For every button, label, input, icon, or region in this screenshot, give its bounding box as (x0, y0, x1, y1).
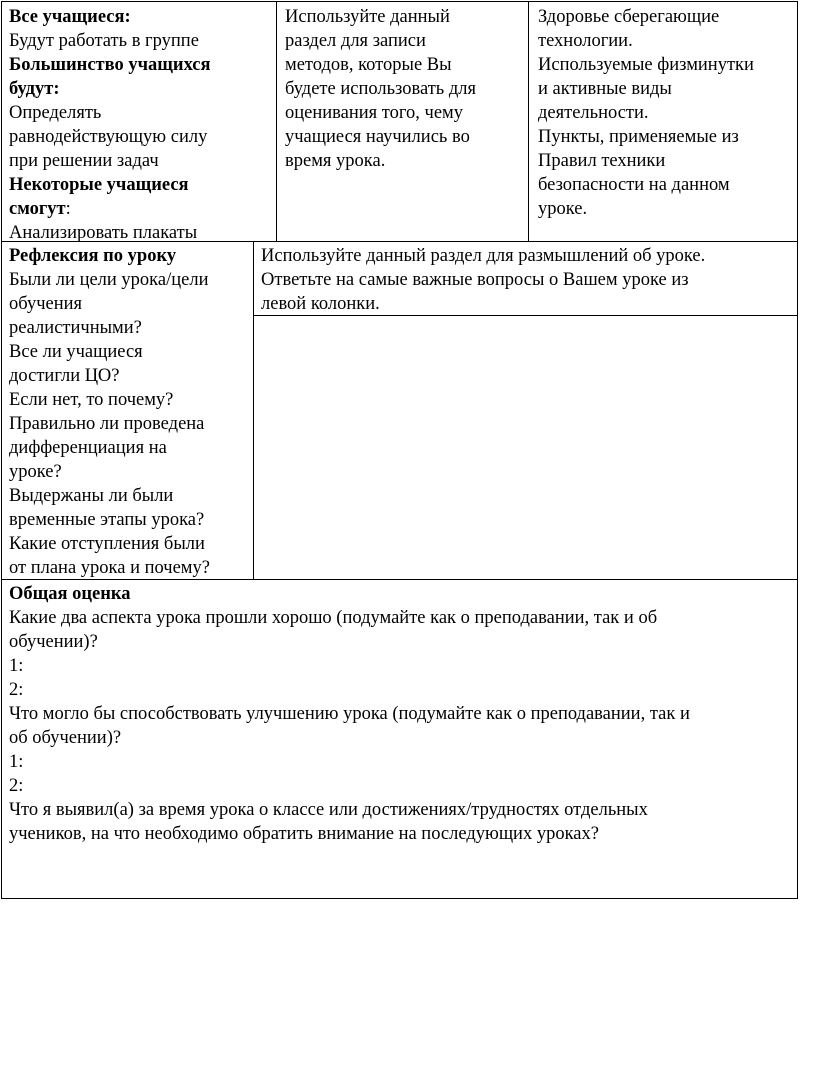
reflection-question: временные этапы урока? (9, 510, 205, 530)
most-students-text-cont: равнодействующую силу (9, 127, 208, 147)
health-line: деятельности. (538, 103, 649, 123)
instruction-line: левой колонки. (261, 294, 380, 314)
all-students-heading: Все учащиеся: (9, 7, 131, 27)
overall-line: 1: (9, 752, 24, 772)
overall-line: учеников, на что необходимо обратить внимание на последующих уроках? (9, 824, 599, 844)
reflection-title: Рефлексия по уроку (9, 246, 177, 266)
reflection-question: дифференциация на (9, 438, 167, 458)
assessment-line: методов, которые Вы (285, 55, 452, 75)
some-students-text: Анализировать плакаты (9, 223, 198, 243)
most-students-text: Определять (9, 103, 102, 123)
reflection-question: достигли ЦО? (9, 366, 120, 386)
assessment-line: раздел для записи (285, 31, 426, 51)
assessment-line: учащиеся научились во (285, 127, 470, 147)
overall-line: Какие два аспекта урока прошли хорошо (подумайте как о преподавании, так и об (9, 608, 658, 628)
most-students-heading-cont: будут: (9, 79, 60, 99)
reflection-instruction-text (261, 244, 795, 316)
instruction-line: Ответьте на самые важные вопросы о Вашем уроке из (261, 270, 689, 290)
instruction-line: Используйте данный раздел для размышлений об уроке. (261, 246, 706, 266)
health-line: Пункты, применяемые из (538, 127, 739, 147)
reflection-question: Выдержаны ли были (9, 486, 174, 506)
assessment-line: Используйте данный (285, 7, 450, 27)
most-students-text-cont2: при решении задач (9, 151, 159, 171)
assessment-methods-text (285, 5, 525, 173)
health-line: Правил техники (538, 151, 666, 171)
reflection-question: Правильно ли проведена (9, 414, 205, 434)
reflection-question: Все ли учащиеся (9, 342, 143, 362)
some-students-heading-bold: смогут (9, 199, 66, 219)
overall-assessment-text (9, 582, 795, 846)
reflection-question: обучения (9, 294, 83, 314)
health-line: и активные виды (538, 79, 672, 99)
overall-title: Общая оценка (9, 584, 131, 604)
overall-line: 1: (9, 656, 24, 676)
some-students-heading-colon: : (65, 199, 71, 219)
overall-line: Что я выявил(а) за время урока о классе или достижениях/трудностях отдельных (9, 800, 648, 820)
health-line: Здоровье сберегающие (538, 7, 720, 27)
health-line: уроке. (538, 199, 588, 219)
health-line: Используемые физминутки (538, 55, 754, 75)
learning-objectives-text (9, 5, 273, 245)
health-line: технологии. (538, 31, 633, 51)
health-line: безопасности на данном (538, 175, 730, 195)
most-students-heading: Большинство учащихся (9, 55, 211, 75)
all-students-text: Будут работать в группе (9, 31, 199, 51)
reflection-question: Были ли цели урока/цели (9, 270, 209, 290)
overall-line: Что могло бы способствовать улучшению урока (подумайте как о преподавании, так и (9, 704, 690, 724)
reflection-questions-text (9, 244, 251, 580)
reflection-question: Если нет, то почему? (9, 390, 174, 410)
health-safety-text (538, 5, 794, 221)
overall-line: обучении)? (9, 632, 98, 652)
reflection-question: от плана урока и почему? (9, 558, 210, 578)
assessment-line: оценивания того, чему (285, 103, 463, 123)
some-students-heading: Некоторые учащиеся (9, 175, 189, 195)
assessment-line: будете использовать для (285, 79, 476, 99)
reflection-question: реалистичными? (9, 318, 142, 338)
overall-line: 2: (9, 776, 24, 796)
overall-line: 2: (9, 680, 24, 700)
assessment-line: время урока. (285, 151, 386, 171)
overall-line: об обучении)? (9, 728, 122, 748)
some-students-heading-cont (9, 197, 273, 221)
reflection-question: уроке? (9, 462, 62, 482)
reflection-question: Какие отступления были (9, 534, 205, 554)
reflection-answer-cell (253, 315, 798, 580)
